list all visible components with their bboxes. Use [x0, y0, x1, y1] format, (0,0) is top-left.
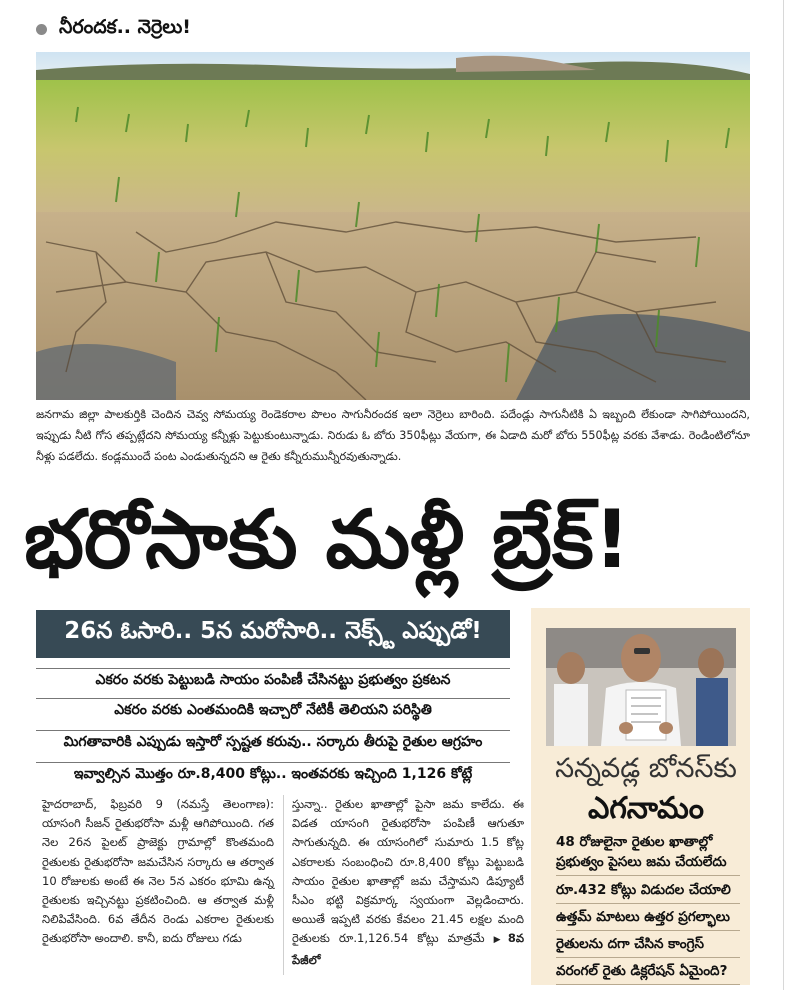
continued-label: 8వ పేజీలో: [292, 931, 525, 967]
body-column-2-text: స్తున్నా.. రైతుల ఖాతాల్లో పైసా జమ కాలేదు. ఈ విడత యాసంగి రైతుభరోసా పంపిణీ ఆగుతూ సాగుతున్నది. ఈ యాసంగిలో సుమారు 1.5 కోట్ల ఎకరాలకు సంబంధించి రూ.8,400 కోట్లు పెట్టుబడి సాయం రైతుల ఖాతాల్లో జమ చేస్తామని డిప్యూటీ సీఎం భట్టి విక్రమార్క స్వయంగా వెల్లడించారు. అయితే ఇప్పటి వరకు కేవలం 21.45 లక్షల మంది రైతులకు రూ.1,126.54 కోట్లు మాత్రమే: [292, 797, 524, 946]
triangle-right-icon: ▶: [493, 935, 506, 946]
highlight-point: ఎకరం వరకు పెట్టుబడి సాయం పంపిణీ చేసినట్టు ప్రభుత్వం ప్రకటన: [36, 668, 510, 695]
photo-caption: జనగామ జిల్లా పాలకుర్తికి చెందిన చెవ్వ సోమయ్య రెండెకరాల పొలం సాగునీరందక ఇలా నెర్రెలు బారింది. పదేండ్లు సాగునీటికి ఏ ఇబ్బంది లేకుండా సాగిపోయిందని, ఇప్పుడు నీటి గోస తప్పట్లేదని సోమయ్య కన్నీళ్లు పెట్టుకుంటున్నాడు. నిరుడు ఓ బోరు 350ఫీట్లు వేయగా, ఈ ఏడాది మరో బోరు 550ఫీట్ల వరకు వేశాడు. రెండింటిలోనూ నీళ్లు పడలేదు. కండ్లముందే పంట ఎండుతున్నదని ఆ రైతు కన్నీరుమున్నీరవుతున్నాడు.: [36, 408, 750, 463]
subheadline-banner: 26న ఓసారి.. 5న మరోసారి.. నెక్స్ట్‌ ఎప్పుడో!: [36, 610, 510, 658]
body-column-2: [292, 795, 524, 970]
sidebar-point: రూ.432 కోట్లు విడుదల చేయాలి: [556, 880, 740, 904]
highlight-point: ఎకరం వరకు ఎంతమందికి ఇచ్చారో నేటికీ తెలియని పరిస్థితి: [36, 698, 510, 725]
highlight-point: మిగతావారికి ఎప్పుడు ఇస్తారో స్పష్టత కరువు.. సర్కారు తీరుపై రైతుల ఆగ్రహం: [36, 730, 510, 757]
bullet-dot-icon: [36, 24, 47, 35]
sidebar-point: వరంగల్‌ రైతు డిక్లరేషన్‌ ఏమైంది?: [556, 961, 740, 985]
sidebar-title-line-2: ఎగనామం: [587, 791, 704, 826]
cracked-field-photo: [36, 52, 750, 400]
politician-holding-paper-photo: [546, 628, 736, 746]
headline: భరోసాకు మళ్లీ బ్రేక్‌!: [24, 493, 631, 586]
body-column-1: హైదరాబాద్‌, ఫిబ్రవరి 9 (నమస్తే తెలంగాణ): యాసంగి సీజన్‌ రైతుభరోసా మళ్లీ ఆగిపోయింది. గత నెల 26న పైలట్‌ ప్రాజెక్టు గ్రామాల్లో కొంతమంది రైతులకు రైతుభరోసా జమచేసిన సర్కారు ఆ తర్వాత 10 రోజులకు అంటే ఈ నెల 5న ఎకరం భూమి ఉన్న రైతులకు ఇచ్చినట్టు ప్రకటించింది. ఆ తర్వాత మళ్లీ నిలిపివేసింది. 6వ తేదీన రెండు ఎకరాల రైతులకు రైతుభరోసా అందాలి. కానీ, ఐదు రోజులు గడు: [42, 797, 274, 946]
lead-photo: [36, 52, 750, 400]
sidebar-point: రైతులను దగా చేసిన కాంగ్రెస్‌: [556, 934, 740, 958]
highlight-point: ఇవ్వాల్సిన మొత్తం రూ.8,400 కోట్లు.. ఇంతవరకు ఇచ్చింది 1,126 కోట్లే: [36, 762, 510, 789]
kicker: [36, 14, 191, 44]
sidebar-point: 48 రోజులైనా రైతుల ఖాతాల్లో ప్రభుత్వం పైసలు జమ చేయలేదు: [556, 832, 740, 876]
sidebar-photo: [546, 628, 736, 746]
kicker-text: నీరందక.. నెర్రెలు!: [59, 15, 191, 38]
column-divider: [283, 795, 284, 975]
sidebar-point: ఉత్తమ్‌ మాటలు ఉత్తర ప్రగల్భాలు: [556, 907, 740, 931]
sidebar-title-line-1: సన్నవడ్ల బోనస్‌కు: [555, 753, 737, 784]
